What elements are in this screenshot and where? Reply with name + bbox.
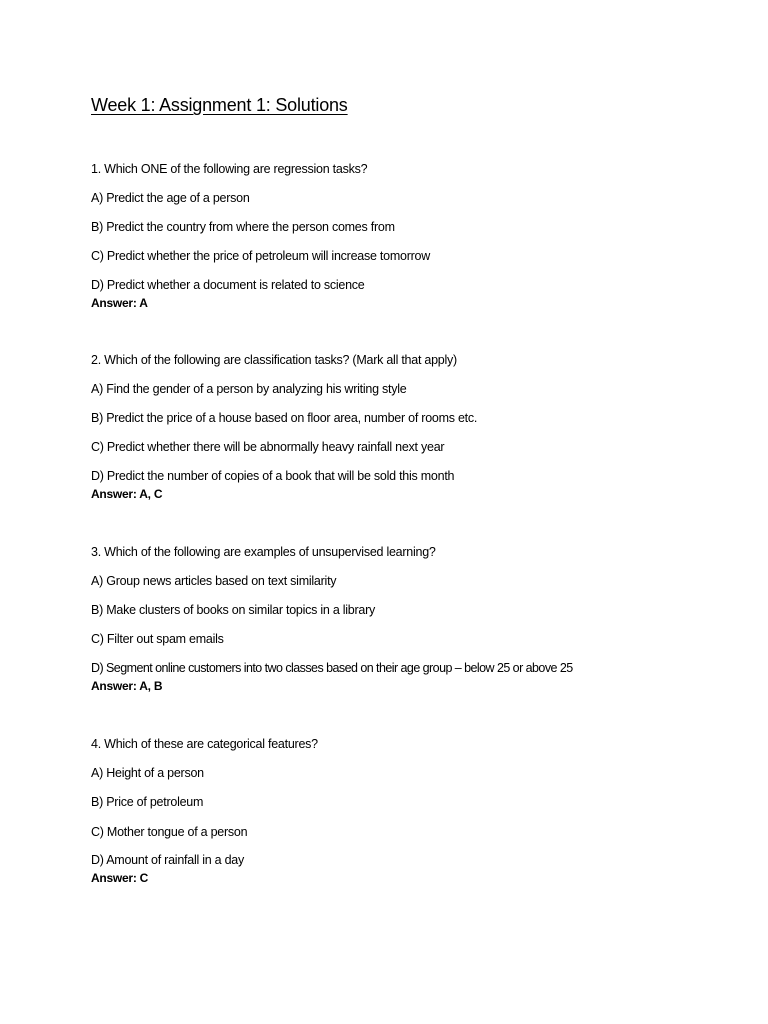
option-d: D) Amount of rainfall in a day: [91, 853, 244, 867]
option-b: B) Predict the price of a house based on floor area, number of rooms etc.: [91, 411, 478, 425]
option-c: C) Filter out spam emails: [91, 632, 224, 646]
document-title: Week 1: Assignment 1: Solutions: [91, 95, 348, 115]
option-b: B) Predict the country from where the person comes from: [91, 220, 395, 234]
option-d: D) Predict the number of copies of a book that will be sold this month: [91, 469, 455, 483]
question-text: 3. Which of the following are examples of unsupervised learning?: [91, 545, 436, 559]
option-a: A) Predict the age of a person: [91, 191, 250, 205]
answer-text: Answer: A, B: [91, 679, 163, 693]
option-d: D) Segment online customers into two classes based on their age group – below 25 or above 25: [91, 661, 573, 675]
option-a: A) Find the gender of a person by analyzing his writing style: [91, 382, 407, 396]
option-b: B) Make clusters of books on similar topics in a library: [91, 603, 376, 617]
option-a: A) Height of a person: [91, 766, 204, 780]
question-text: 2. Which of the following are classification tasks? (Mark all that apply): [91, 353, 457, 367]
option-d: D) Predict whether a document is related to science: [91, 278, 365, 292]
answer-text: Answer: A, C: [91, 487, 163, 501]
option-c: C) Predict whether the price of petroleum will increase tomorrow: [91, 249, 430, 263]
option-c: C) Predict whether there will be abnormally heavy rainfall next year: [91, 440, 445, 454]
answer-text: Answer: A: [91, 296, 148, 310]
question-text: 1. Which ONE of the following are regression tasks?: [91, 162, 368, 176]
option-c: C) Mother tongue of a person: [91, 825, 248, 839]
option-a: A) Group news articles based on text similarity: [91, 574, 337, 588]
question-text: 4. Which of these are categorical features?: [91, 737, 318, 751]
answer-text: Answer: C: [91, 871, 149, 885]
option-b: B) Price of petroleum: [91, 795, 204, 809]
